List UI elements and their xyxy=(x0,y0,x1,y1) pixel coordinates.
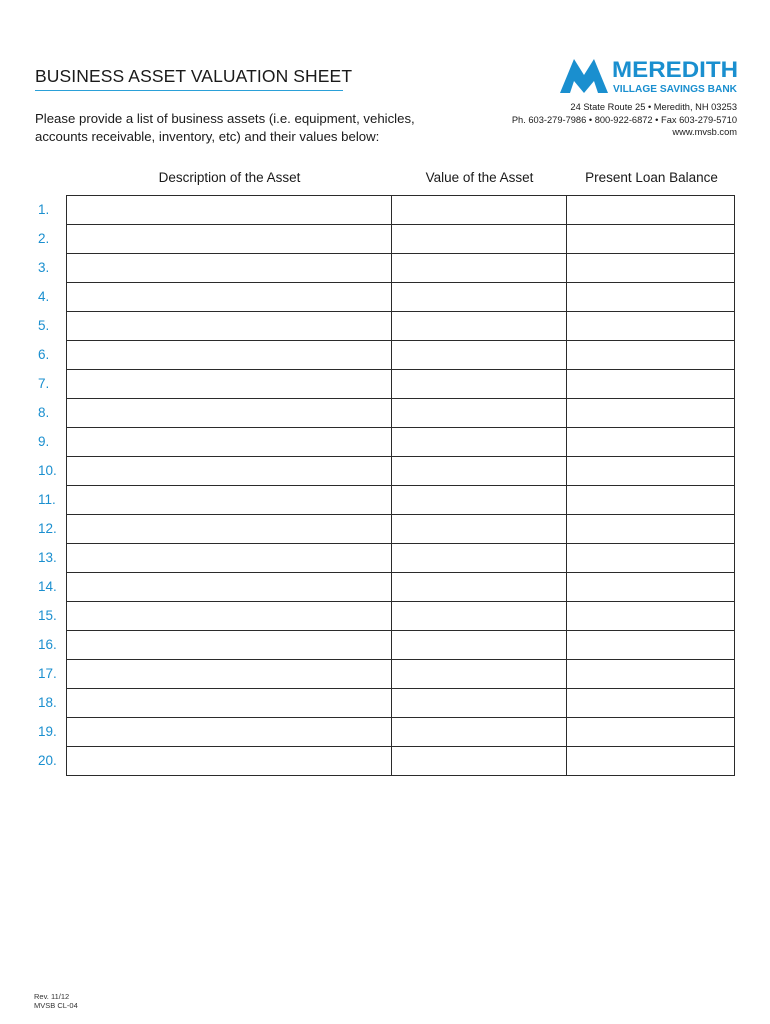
title-underline xyxy=(35,90,343,91)
table-row xyxy=(67,689,735,718)
description-cell[interactable] xyxy=(67,370,392,399)
table-row xyxy=(67,660,735,689)
value-cell[interactable] xyxy=(392,573,567,602)
row-number: 4. xyxy=(38,289,50,304)
table-row xyxy=(67,486,735,515)
table-row xyxy=(67,718,735,747)
value-cell[interactable] xyxy=(392,341,567,370)
description-cell[interactable] xyxy=(67,225,392,254)
value-cell[interactable] xyxy=(392,428,567,457)
value-cell[interactable] xyxy=(392,370,567,399)
value-cell[interactable] xyxy=(392,747,567,776)
row-number: 18. xyxy=(38,695,57,710)
description-cell[interactable] xyxy=(67,312,392,341)
loan-balance-cell[interactable] xyxy=(567,747,735,776)
description-cell[interactable] xyxy=(67,689,392,718)
value-cell[interactable] xyxy=(392,602,567,631)
value-cell[interactable] xyxy=(392,225,567,254)
description-cell[interactable] xyxy=(67,399,392,428)
description-cell[interactable] xyxy=(67,660,392,689)
loan-balance-cell[interactable] xyxy=(567,370,735,399)
loan-balance-cell[interactable] xyxy=(567,544,735,573)
description-cell[interactable] xyxy=(67,486,392,515)
form-code: MVSB CL-04 xyxy=(34,1001,78,1010)
row-number: 17. xyxy=(38,666,57,681)
description-cell[interactable] xyxy=(67,283,392,312)
table-row xyxy=(67,457,735,486)
asset-table xyxy=(66,195,735,776)
value-cell[interactable] xyxy=(392,399,567,428)
value-cell[interactable] xyxy=(392,544,567,573)
value-cell[interactable] xyxy=(392,689,567,718)
row-number: 3. xyxy=(38,260,50,275)
row-number: 12. xyxy=(38,521,57,536)
instructions-line-2: accounts receivable, inventory, etc) and their values below: xyxy=(35,129,380,144)
logo-mountain-icon xyxy=(560,59,608,93)
bank-website: www.mvsb.com xyxy=(672,127,737,137)
description-cell[interactable] xyxy=(67,428,392,457)
loan-balance-cell[interactable] xyxy=(567,225,735,254)
form-footer xyxy=(34,992,78,1010)
table-row xyxy=(67,254,735,283)
table-row xyxy=(67,283,735,312)
instructions-line-1: Please provide a list of business assets (i.e. equipment, vehicles, xyxy=(35,111,415,126)
page-title: BUSINESS ASSET VALUATION SHEET xyxy=(35,66,353,86)
row-number: 5. xyxy=(38,318,50,333)
loan-balance-cell[interactable] xyxy=(567,718,735,747)
loan-balance-cell[interactable] xyxy=(567,660,735,689)
description-cell[interactable] xyxy=(67,254,392,283)
value-cell[interactable] xyxy=(392,283,567,312)
loan-balance-cell[interactable] xyxy=(567,457,735,486)
loan-balance-cell[interactable] xyxy=(567,283,735,312)
table-row xyxy=(67,515,735,544)
bank-contact xyxy=(512,101,737,139)
loan-balance-cell[interactable] xyxy=(567,631,735,660)
description-cell[interactable] xyxy=(67,573,392,602)
revision-date: Rev. 11/12 xyxy=(34,992,70,1001)
table-row xyxy=(67,196,735,225)
loan-balance-cell[interactable] xyxy=(567,312,735,341)
loan-balance-cell[interactable] xyxy=(567,341,735,370)
description-cell[interactable] xyxy=(67,747,392,776)
row-number: 11. xyxy=(38,492,56,507)
logo-wordmark: MEREDITH xyxy=(612,57,738,82)
description-cell[interactable] xyxy=(67,631,392,660)
table-row xyxy=(67,428,735,457)
row-number: 13. xyxy=(38,550,57,565)
bank-phones: Ph. 603-279-7986 • 800-922-6872 • Fax 603-279-5710 xyxy=(511,114,737,125)
loan-balance-cell[interactable] xyxy=(567,196,735,225)
bank-logo xyxy=(560,55,740,95)
table-row xyxy=(67,312,735,341)
value-cell[interactable] xyxy=(392,631,567,660)
description-cell[interactable] xyxy=(67,515,392,544)
loan-balance-cell[interactable] xyxy=(567,486,735,515)
row-number: 20. xyxy=(38,753,57,768)
row-number: 9. xyxy=(38,434,50,449)
row-number: 14. xyxy=(38,579,57,594)
row-number: 2. xyxy=(38,231,50,246)
row-number-column xyxy=(38,195,64,775)
value-cell[interactable] xyxy=(392,486,567,515)
column-header-description: Description of the Asset xyxy=(158,170,301,185)
table-row xyxy=(67,573,735,602)
value-cell[interactable] xyxy=(392,312,567,341)
table-row xyxy=(67,602,735,631)
value-cell[interactable] xyxy=(392,660,567,689)
loan-balance-cell[interactable] xyxy=(567,573,735,602)
description-cell[interactable] xyxy=(67,341,392,370)
loan-balance-cell[interactable] xyxy=(567,399,735,428)
row-number: 16. xyxy=(38,637,57,652)
table-row xyxy=(67,370,735,399)
description-cell[interactable] xyxy=(67,602,392,631)
loan-balance-cell[interactable] xyxy=(567,428,735,457)
table-row xyxy=(67,544,735,573)
loan-balance-cell[interactable] xyxy=(567,602,735,631)
description-cell[interactable] xyxy=(67,718,392,747)
table-row xyxy=(67,631,735,660)
row-number: 8. xyxy=(38,405,50,420)
row-number: 15. xyxy=(38,608,57,623)
table-row xyxy=(67,747,735,776)
loan-balance-cell[interactable] xyxy=(567,515,735,544)
table-row xyxy=(67,341,735,370)
description-cell[interactable] xyxy=(67,196,392,225)
row-number: 7. xyxy=(38,376,50,391)
table-row xyxy=(67,399,735,428)
loan-balance-cell[interactable] xyxy=(567,254,735,283)
column-header-value: Value of the Asset xyxy=(425,170,534,185)
value-cell[interactable] xyxy=(392,718,567,747)
bank-address: 24 State Route 25 • Meredith, NH 03253 xyxy=(570,102,737,112)
loan-balance-cell[interactable] xyxy=(567,689,735,718)
row-number: 1. xyxy=(38,202,50,217)
value-cell[interactable] xyxy=(392,457,567,486)
row-number: 19. xyxy=(38,724,57,739)
instructions xyxy=(35,110,435,146)
description-cell[interactable] xyxy=(67,544,392,573)
value-cell[interactable] xyxy=(392,254,567,283)
value-cell[interactable] xyxy=(392,196,567,225)
description-cell[interactable] xyxy=(67,457,392,486)
row-number: 10. xyxy=(38,463,57,478)
logo-subtitle: VILLAGE SAVINGS BANK xyxy=(613,83,738,95)
column-header-loan-balance: Present Loan Balance xyxy=(585,170,718,185)
table-row xyxy=(67,225,735,254)
value-cell[interactable] xyxy=(392,515,567,544)
row-number: 6. xyxy=(38,347,50,362)
